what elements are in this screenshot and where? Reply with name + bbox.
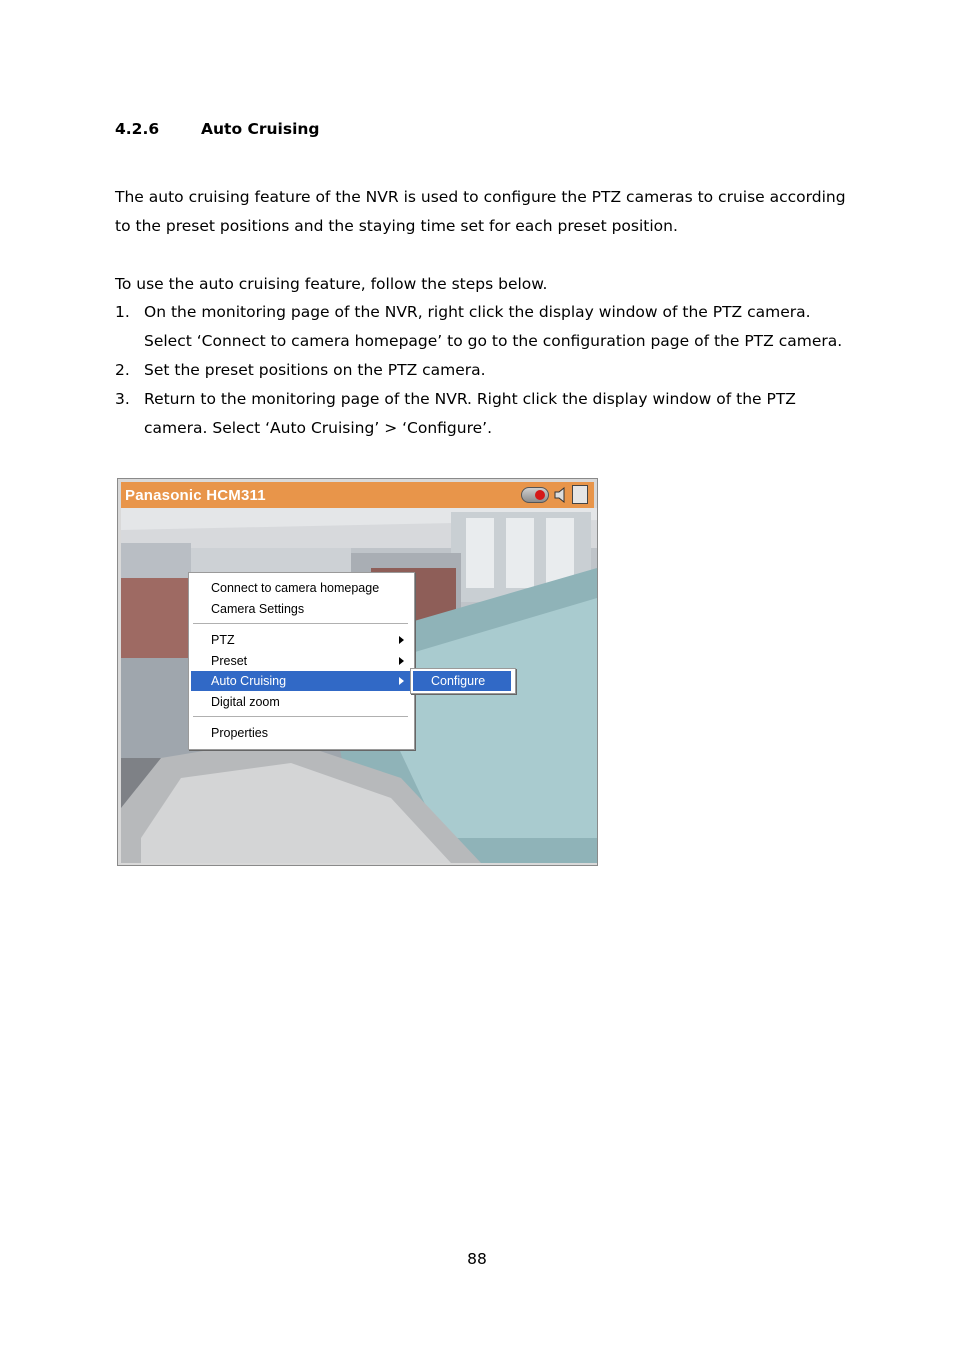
step-text: On the monitoring page of the NVR, right click the display window of the PTZ camera. Select ‘Connect to camera homepage’ to go to the configuration page of the PTZ camera. <box>144 303 843 350</box>
step-number: 3. <box>115 390 130 408</box>
intro-paragraph: The auto cruising feature of the NVR is used to configure the PTZ cameras to cruise according to the preset positions and the staying time set for each preset position. <box>115 188 846 235</box>
steps-intro: To use the auto cruising feature, follow the steps below. <box>115 275 548 293</box>
submenu-arrow-icon <box>399 677 404 685</box>
menu-item-preset[interactable] <box>191 651 410 671</box>
auto-cruising-submenu <box>410 668 516 694</box>
step-text: Return to the monitoring page of the NVR. Right click the display window of the PTZ camera. Select ‘Auto Cruising’ > ‘Configure’. <box>144 390 796 437</box>
menu-separator <box>193 623 408 625</box>
menu-item-digital-zoom[interactable] <box>191 692 410 712</box>
section-title: Auto Cruising <box>201 120 320 138</box>
menu-item-ptz[interactable] <box>191 630 410 650</box>
list-item <box>115 298 855 356</box>
list-item <box>115 385 855 443</box>
menu-item-camera-settings[interactable] <box>191 599 410 619</box>
menu-item-label: Preset <box>211 654 248 668</box>
section-heading <box>115 120 320 138</box>
section-number: 4.2.6 <box>115 120 160 138</box>
menu-item-label: Configure <box>431 674 486 688</box>
menu-item-label: PTZ <box>211 633 235 647</box>
menu-item-connect-homepage[interactable] <box>191 578 410 598</box>
page-number: 88 <box>467 1250 487 1268</box>
camera-title: Panasonic HCM311 <box>125 487 266 504</box>
list-item <box>115 356 855 385</box>
steps-list <box>115 298 855 443</box>
menu-item-label: Auto Cruising <box>211 674 287 688</box>
menu-item-auto-cruising[interactable] <box>191 671 410 691</box>
submenu-arrow-icon <box>399 636 404 644</box>
menu-item-configure[interactable] <box>413 671 511 691</box>
speaker-icon[interactable] <box>554 487 568 503</box>
menu-separator <box>193 716 408 718</box>
lock-icon[interactable] <box>572 485 588 504</box>
step-text: Set the preset positions on the PTZ camera. <box>144 361 486 379</box>
menu-item-label: Connect to camera homepage <box>211 581 380 595</box>
camera-title-bar <box>121 482 594 508</box>
step-number: 1. <box>115 303 130 321</box>
menu-item-properties[interactable] <box>191 723 410 743</box>
step-number: 2. <box>115 361 130 379</box>
menu-item-label: Camera Settings <box>211 602 305 616</box>
record-icon[interactable] <box>521 487 549 503</box>
menu-item-label: Properties <box>211 726 268 740</box>
submenu-arrow-icon <box>399 657 404 665</box>
menu-item-label: Digital zoom <box>211 695 280 709</box>
context-menu <box>188 572 415 750</box>
camera-screenshot <box>117 478 598 866</box>
